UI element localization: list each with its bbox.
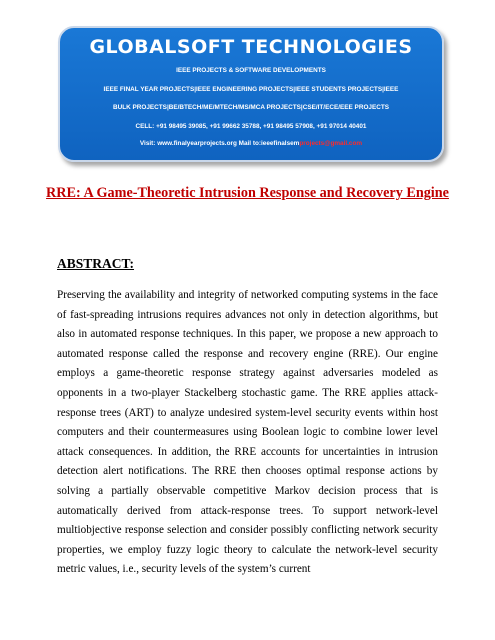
banner-visit-text: Visit: www.finalyearprojects.org Mail to:ieeefinalsem	[139, 140, 300, 147]
banner-mail-highlight: projects@gmail.com	[299, 140, 363, 147]
abstract-body: Preserving the availability and integrity of networked computing systems in the face of fast-spreading intrusions requires advances not only in detection algorithms, but also in automated response techniques. In this paper, we propose a new approach to automated response called the response and recovery engine (RRE). Our engine employs a game-theoretic response strategy against adversaries modeled as opponents in a two-player Stackelberg stochastic game. The RRE applies attack-response trees (ART) to analyze undesired system-level security events within host computers and their countermeasures using Boolean logic to combine lower level attack consequences. In addition, the RRE accounts for uncertainties in intrusion detection alert notifications. The RRE then chooses optimal response actions by solving a partially observable competitive Markov decision process that is automatically derived from attack-response trees. To support network-level multiobjective response selection and consider possibly conflicting network security properties, we employ fuzzy logic theory to calculate the network-level security metric values, i.e., security levels of the system’s current	[57, 289, 438, 576]
paper-title: RRE: A Game-Theoretic Intrusion Response and Recovery Engine	[46, 185, 449, 201]
company-banner	[58, 26, 444, 162]
banner-phone-line: CELL: +91 98495 39085, +91 99662 35788, +91 98495 57908, +91 97014 40401	[135, 122, 367, 130]
banner-bulk-line: BULK PROJECTS|BE/BTECH/ME/MTECH/MS/MCA PROJECTS|CSE/IT/ECE/EEE PROJECTS	[112, 104, 390, 111]
company-name: GLOBALSOFT TECHNOLOGIES	[89, 36, 413, 58]
banner-contact-line	[60, 136, 442, 152]
abstract-heading: ABSTRACT:	[57, 256, 135, 271]
banner-projects-line: IEEE FINAL YEAR PROJECTS|IEEE ENGINEERING PROJECTS|IEEE STUDENTS PROJECTS|IEEE	[103, 85, 399, 93]
banner-tagline: IEEE PROJECTS & SOFTWARE DEVELOPMENTS	[176, 67, 326, 74]
